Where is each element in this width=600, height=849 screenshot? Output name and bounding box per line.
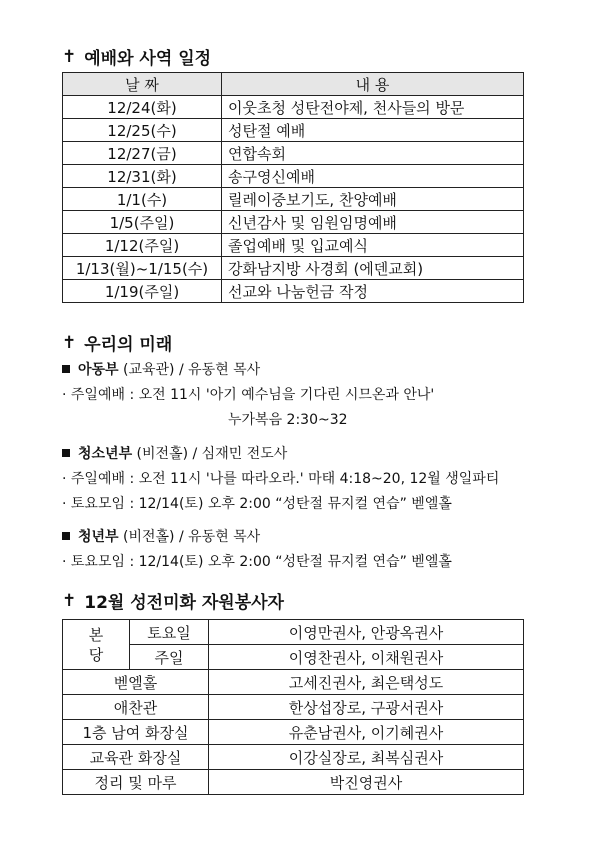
schedule-table: [62, 72, 524, 303]
schedule-content: 선교와 나눔헌금 작정: [222, 280, 524, 303]
schedule-content: 신년감사 및 임원임명예배: [222, 211, 524, 234]
schedule-content: 성탄절 예배: [222, 119, 524, 142]
children-dept-heading: [62, 359, 260, 379]
volunteer-names: 한상섭장로, 구광서권사: [209, 695, 524, 720]
schedule-date: 1/12(주일): [63, 234, 222, 257]
volunteers-section-title: [62, 588, 284, 613]
square-bullet-icon: [62, 449, 70, 457]
volunteer-place: 1층 남여 화장실: [63, 720, 209, 745]
youth-dept-heading: [62, 443, 287, 463]
schedule-title: 예배와 사역 일정: [84, 49, 212, 69]
saturday-label: 토요일: [130, 620, 209, 645]
volunteer-names: 박진영권사: [209, 770, 524, 795]
cross-icon: ✝: [62, 590, 77, 611]
youth-dept-detail: (비전홀) / 심재민 전도사: [132, 446, 288, 462]
schedule-date: 1/1(수): [63, 188, 222, 211]
youth-saturday-line: · 토요모임 : 12/14(토) 오후 2:00 “성탄절 뮤지컬 연습” 벧엘홀: [62, 496, 452, 512]
table-row: [63, 670, 524, 695]
schedule-date: 1/19(주일): [63, 280, 222, 303]
schedule-date: 1/5(주일): [63, 211, 222, 234]
volunteer-place: 애찬관: [63, 695, 209, 720]
young-adults-dept-heading: [62, 526, 260, 546]
saturday-names: 이영만권사, 안광옥권사: [209, 620, 524, 645]
volunteer-names: 고세진권사, 최은택성도: [209, 670, 524, 695]
young-adults-saturday-line: · 토요모임 : 12/14(토) 오후 2:00 “성탄절 뮤지컬 연습” 벧엘홀: [62, 554, 452, 570]
main-sanctuary-label-2: 당: [88, 645, 104, 664]
schedule-content: 송구영신예배: [222, 165, 524, 188]
table-row: [63, 119, 524, 142]
children-dept-name: 아동부: [78, 362, 119, 378]
schedule-date: 12/25(수): [63, 119, 222, 142]
schedule-content: 릴레이중보기도, 찬양예배: [222, 188, 524, 211]
youth-dept-name: 청소년부: [78, 446, 133, 462]
schedule-content: 졸업예배 및 입교예식: [222, 234, 524, 257]
young-adults-dept-name: 청년부: [78, 529, 119, 545]
schedule-content: 강화남지방 사경회 (에덴교회): [222, 257, 524, 280]
table-row: [63, 620, 524, 645]
sunday-label: 주일: [130, 645, 209, 670]
table-row: [63, 645, 524, 670]
table-row: [63, 280, 524, 303]
square-bullet-icon: [62, 532, 70, 540]
schedule-content: 연합속회: [222, 142, 524, 165]
children-dept-detail: (교육관) / 유동현 목사: [118, 362, 261, 378]
main-sanctuary-label: [63, 620, 130, 670]
table-row: [63, 142, 524, 165]
schedule-date: 12/24(화): [63, 96, 222, 119]
sunday-names: 이영찬권사, 이채원권사: [209, 645, 524, 670]
schedule-content: 이웃초청 성탄전야제, 천사들의 방문: [222, 96, 524, 119]
date-header: 날 짜: [63, 73, 222, 96]
table-row: [63, 96, 524, 119]
square-bullet-icon: [62, 365, 70, 373]
volunteer-place: 정리 및 마루: [63, 770, 209, 795]
schedule-date: 1/13(월)~1/15(수): [63, 257, 222, 280]
volunteers-title: 12월 성전미화 자원봉사자: [84, 593, 284, 613]
volunteer-names: 이강실장로, 최복심권사: [209, 745, 524, 770]
young-adults-dept-detail: (비전홀) / 유동현 목사: [118, 529, 261, 545]
children-service-line: · 주일예배 : 오전 11시 '아기 예수님을 기다린 시므온과 안나': [62, 387, 435, 403]
schedule-date: 12/31(화): [63, 165, 222, 188]
future-title: 우리의 미래: [84, 335, 173, 355]
table-row: [63, 695, 524, 720]
future-section-title: [62, 330, 172, 355]
children-scripture-line: 누가복음 2:30~32: [228, 412, 348, 428]
cross-icon: ✝: [62, 46, 77, 67]
cross-icon: ✝: [62, 332, 77, 353]
table-row: [63, 257, 524, 280]
table-row: [63, 211, 524, 234]
table-row: [63, 188, 524, 211]
table-row: [63, 165, 524, 188]
table-row: [63, 720, 524, 745]
content-header: 내 용: [222, 73, 524, 96]
volunteer-place: 교육관 화장실: [63, 745, 209, 770]
table-row: [63, 234, 524, 257]
schedule-section-title: [62, 44, 211, 69]
volunteers-table: [62, 619, 524, 795]
schedule-date: 12/27(금): [63, 142, 222, 165]
volunteer-names: 유춘남권사, 이기혜권사: [209, 720, 524, 745]
schedule-header-row: [63, 73, 524, 96]
table-row: [63, 770, 524, 795]
table-row: [63, 745, 524, 770]
youth-service-line: · 주일예배 : 오전 11시 '나를 따라오라.' 마태 4:18~20, 12월 생일파티: [62, 471, 500, 487]
volunteer-place: 벧엘홀: [63, 670, 209, 695]
main-sanctuary-label-1: 본: [88, 625, 104, 644]
